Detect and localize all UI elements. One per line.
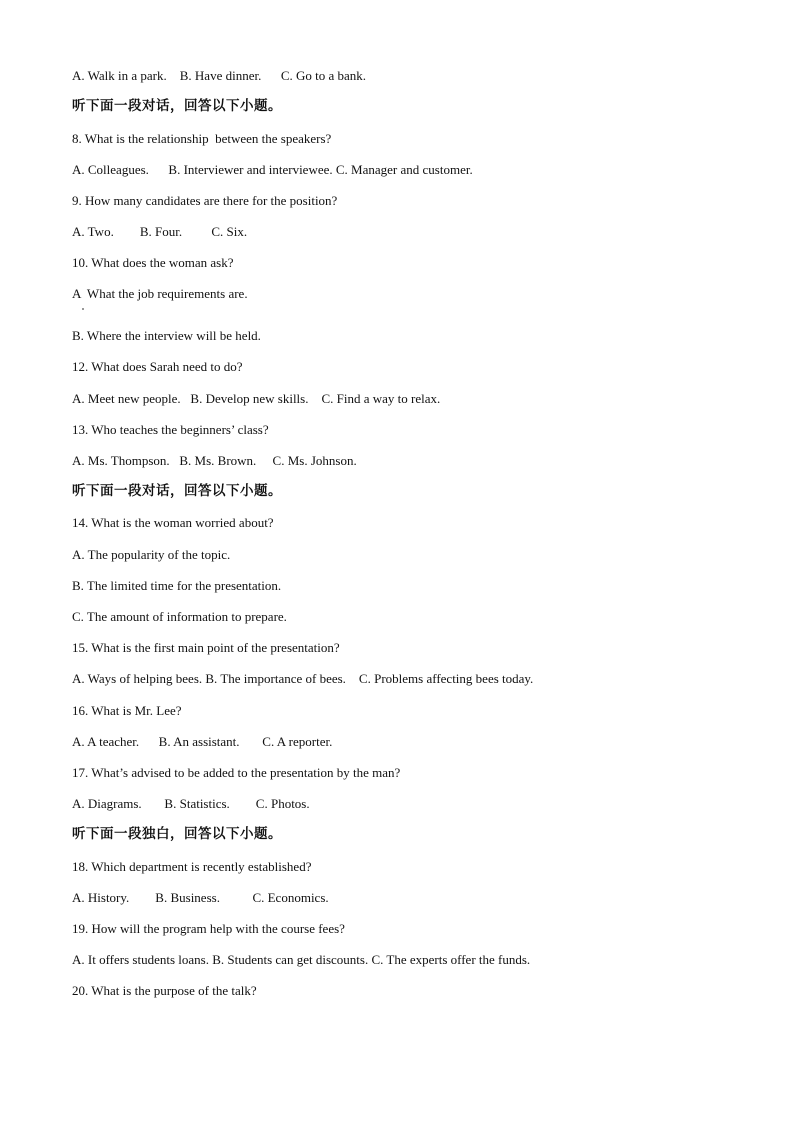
- section-heading-dialogue: 听下面一段对话，回答以下小题。: [72, 98, 282, 114]
- question-12: 12. What does Sarah need to do?: [72, 359, 243, 374]
- question-17: 17. What’s advised to be added to the presentation by the man?: [72, 765, 401, 780]
- answer-option-q14-b: B. The limited time for the presentation.: [72, 578, 282, 593]
- stray-dot-mark: [82, 308, 84, 310]
- answer-option-q14-c: C. The amount of information to prepare.: [72, 609, 287, 624]
- answer-options-q15: A. Ways of helping bees. B. The importance of bees. C. Problems affecting bees today.: [72, 671, 534, 686]
- question-15: 15. What is the first main point of the presentation?: [72, 640, 340, 655]
- answer-option-q10-a: A What the job requirements are.: [72, 286, 248, 301]
- question-13: 13. Who teaches the beginners’ class?: [72, 422, 269, 437]
- question-18: 18. Which department is recently established?: [72, 859, 312, 874]
- question-8: 8. What is the relationship between the speakers?: [72, 131, 332, 146]
- answer-options-q19: A. It offers students loans. B. Students can get discounts. C. The experts offer the funds.: [72, 952, 531, 967]
- answer-options-q9: A. Two. B. Four. C. Six.: [72, 224, 248, 239]
- question-9: 9. How many candidates are there for the position?: [72, 193, 338, 208]
- answer-options-q18: A. History. B. Business. C. Economics.: [72, 890, 329, 905]
- section-heading-dialogue: 听下面一段对话，回答以下小题。: [72, 483, 282, 499]
- section-heading-monologue: 听下面一段独白，回答以下小题。: [72, 826, 282, 842]
- answer-options-q8: A. Colleagues. B. Interviewer and interviewee. C. Manager and customer.: [72, 162, 473, 177]
- answer-options-q7: A. Walk in a park. B. Have dinner. C. Go to a bank.: [72, 68, 367, 83]
- answer-option-q10-b: B. Where the interview will be held.: [72, 328, 261, 343]
- question-19: 19. How will the program help with the course fees?: [72, 921, 345, 936]
- question-16: 16. What is Mr. Lee?: [72, 703, 182, 718]
- question-10: 10. What does the woman ask?: [72, 255, 234, 270]
- answer-option-q14-a: A. The popularity of the topic.: [72, 547, 231, 562]
- answer-options-q17: A. Diagrams. B. Statistics. C. Photos.: [72, 796, 310, 811]
- question-14: 14. What is the woman worried about?: [72, 515, 274, 530]
- answer-options-q13: A. Ms. Thompson. B. Ms. Brown. C. Ms. Johnson.: [72, 453, 357, 468]
- question-20: 20. What is the purpose of the talk?: [72, 983, 257, 998]
- answer-options-q16: A. A teacher. B. An assistant. C. A reporter.: [72, 734, 333, 749]
- answer-options-q12: A. Meet new people. B. Develop new skills. C. Find a way to relax.: [72, 391, 441, 406]
